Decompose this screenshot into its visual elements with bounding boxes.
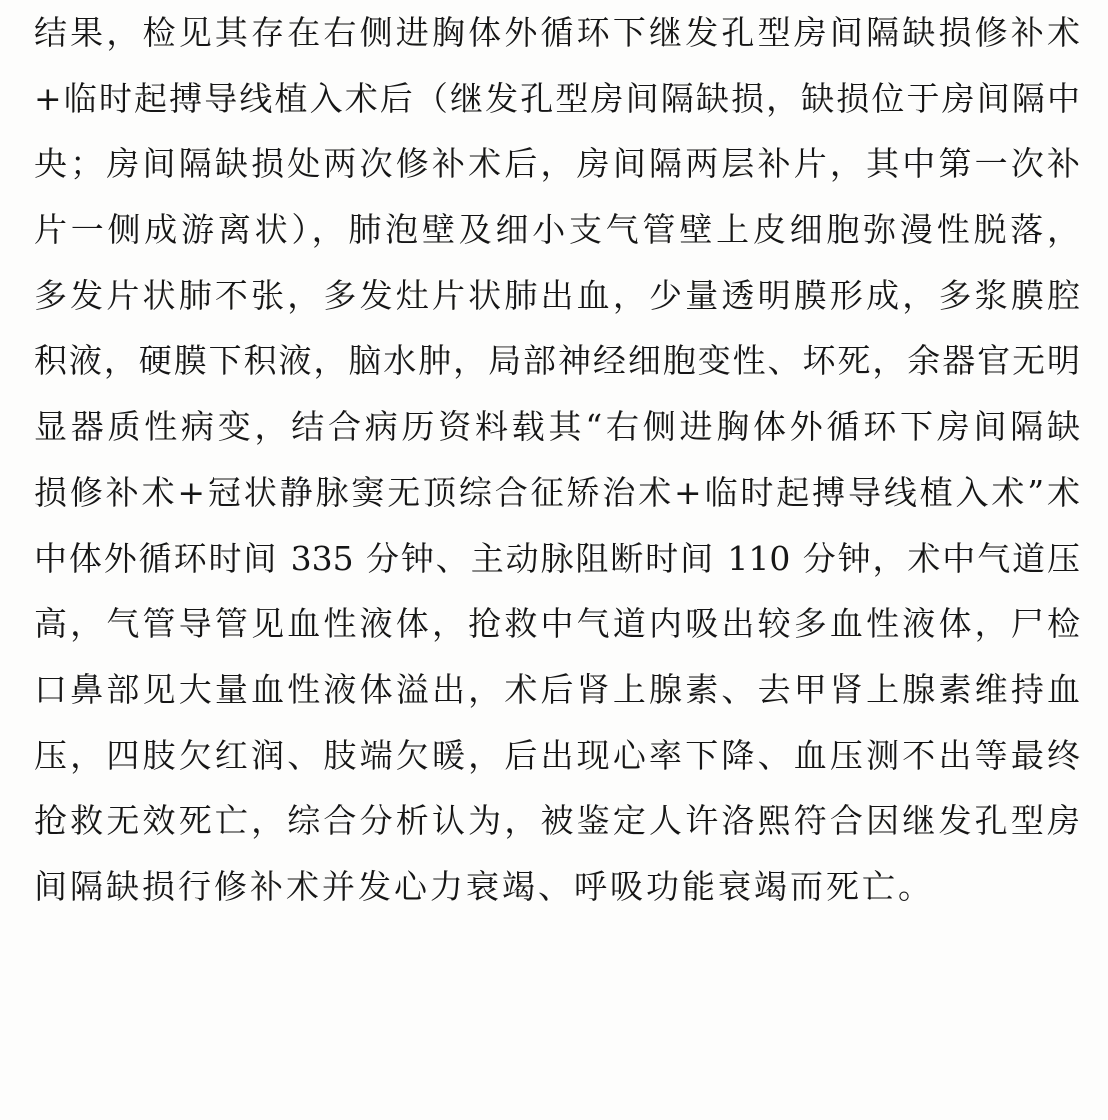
text-line-14: 间隔缺损行修补术并发心力衰竭、呼吸功能衰竭而死亡。 [34,866,934,906]
text-line-2: +临时起搏导线植入术后（继发孔型房间隔缺损，缺损位于房间隔中 [34,78,1080,118]
document-body [34,0,1080,920]
text-line-12: 压，四肢欠红润、肢端欠暖，后出现心率下降、血压测不出等最终 [34,735,1080,775]
text-line-3: 央；房间隔缺损处两次修补术后，房间隔两层补片，其中第一次补 [34,144,1080,184]
text-line-6: 积液，硬膜下积液，脑水肿，局部神经细胞变性、坏死，余器官无明 [34,341,1080,381]
text-line-9: 中体外循环时间 335 分钟、主动脉阻断时间 110 分钟，术中气道压 [34,538,1080,578]
text-line-10: 高，气管导管见血性液体，抢救中气道内吸出较多血性液体，尸检 [34,604,1080,644]
text-line-7: 显器质性病变，结合病历资料载其“右侧进胸体外循环下房间隔缺 [34,407,1080,447]
text-line-4: 片一侧成游离状），肺泡壁及细小支气管壁上皮细胞弥漫性脱落， [34,210,1080,250]
text-line-11: 口鼻部见大量血性液体溢出，术后肾上腺素、去甲肾上腺素维持血 [34,669,1080,709]
text-line-1: 结果，检见其存在右侧进胸体外循环下继发孔型房间隔缺损修补术 [34,13,1080,52]
text-line-13: 抢救无效死亡，综合分析认为，被鉴定人许洛熙符合因继发孔型房 [34,801,1080,841]
text-line-5: 多发片状肺不张，多发灶片状肺出血，少量透明膜形成，多浆膜腔 [34,275,1080,315]
text-line-8: 损修补术+冠状静脉窦无顶综合征矫治术+临时起搏导线植入术”术 [34,472,1080,512]
